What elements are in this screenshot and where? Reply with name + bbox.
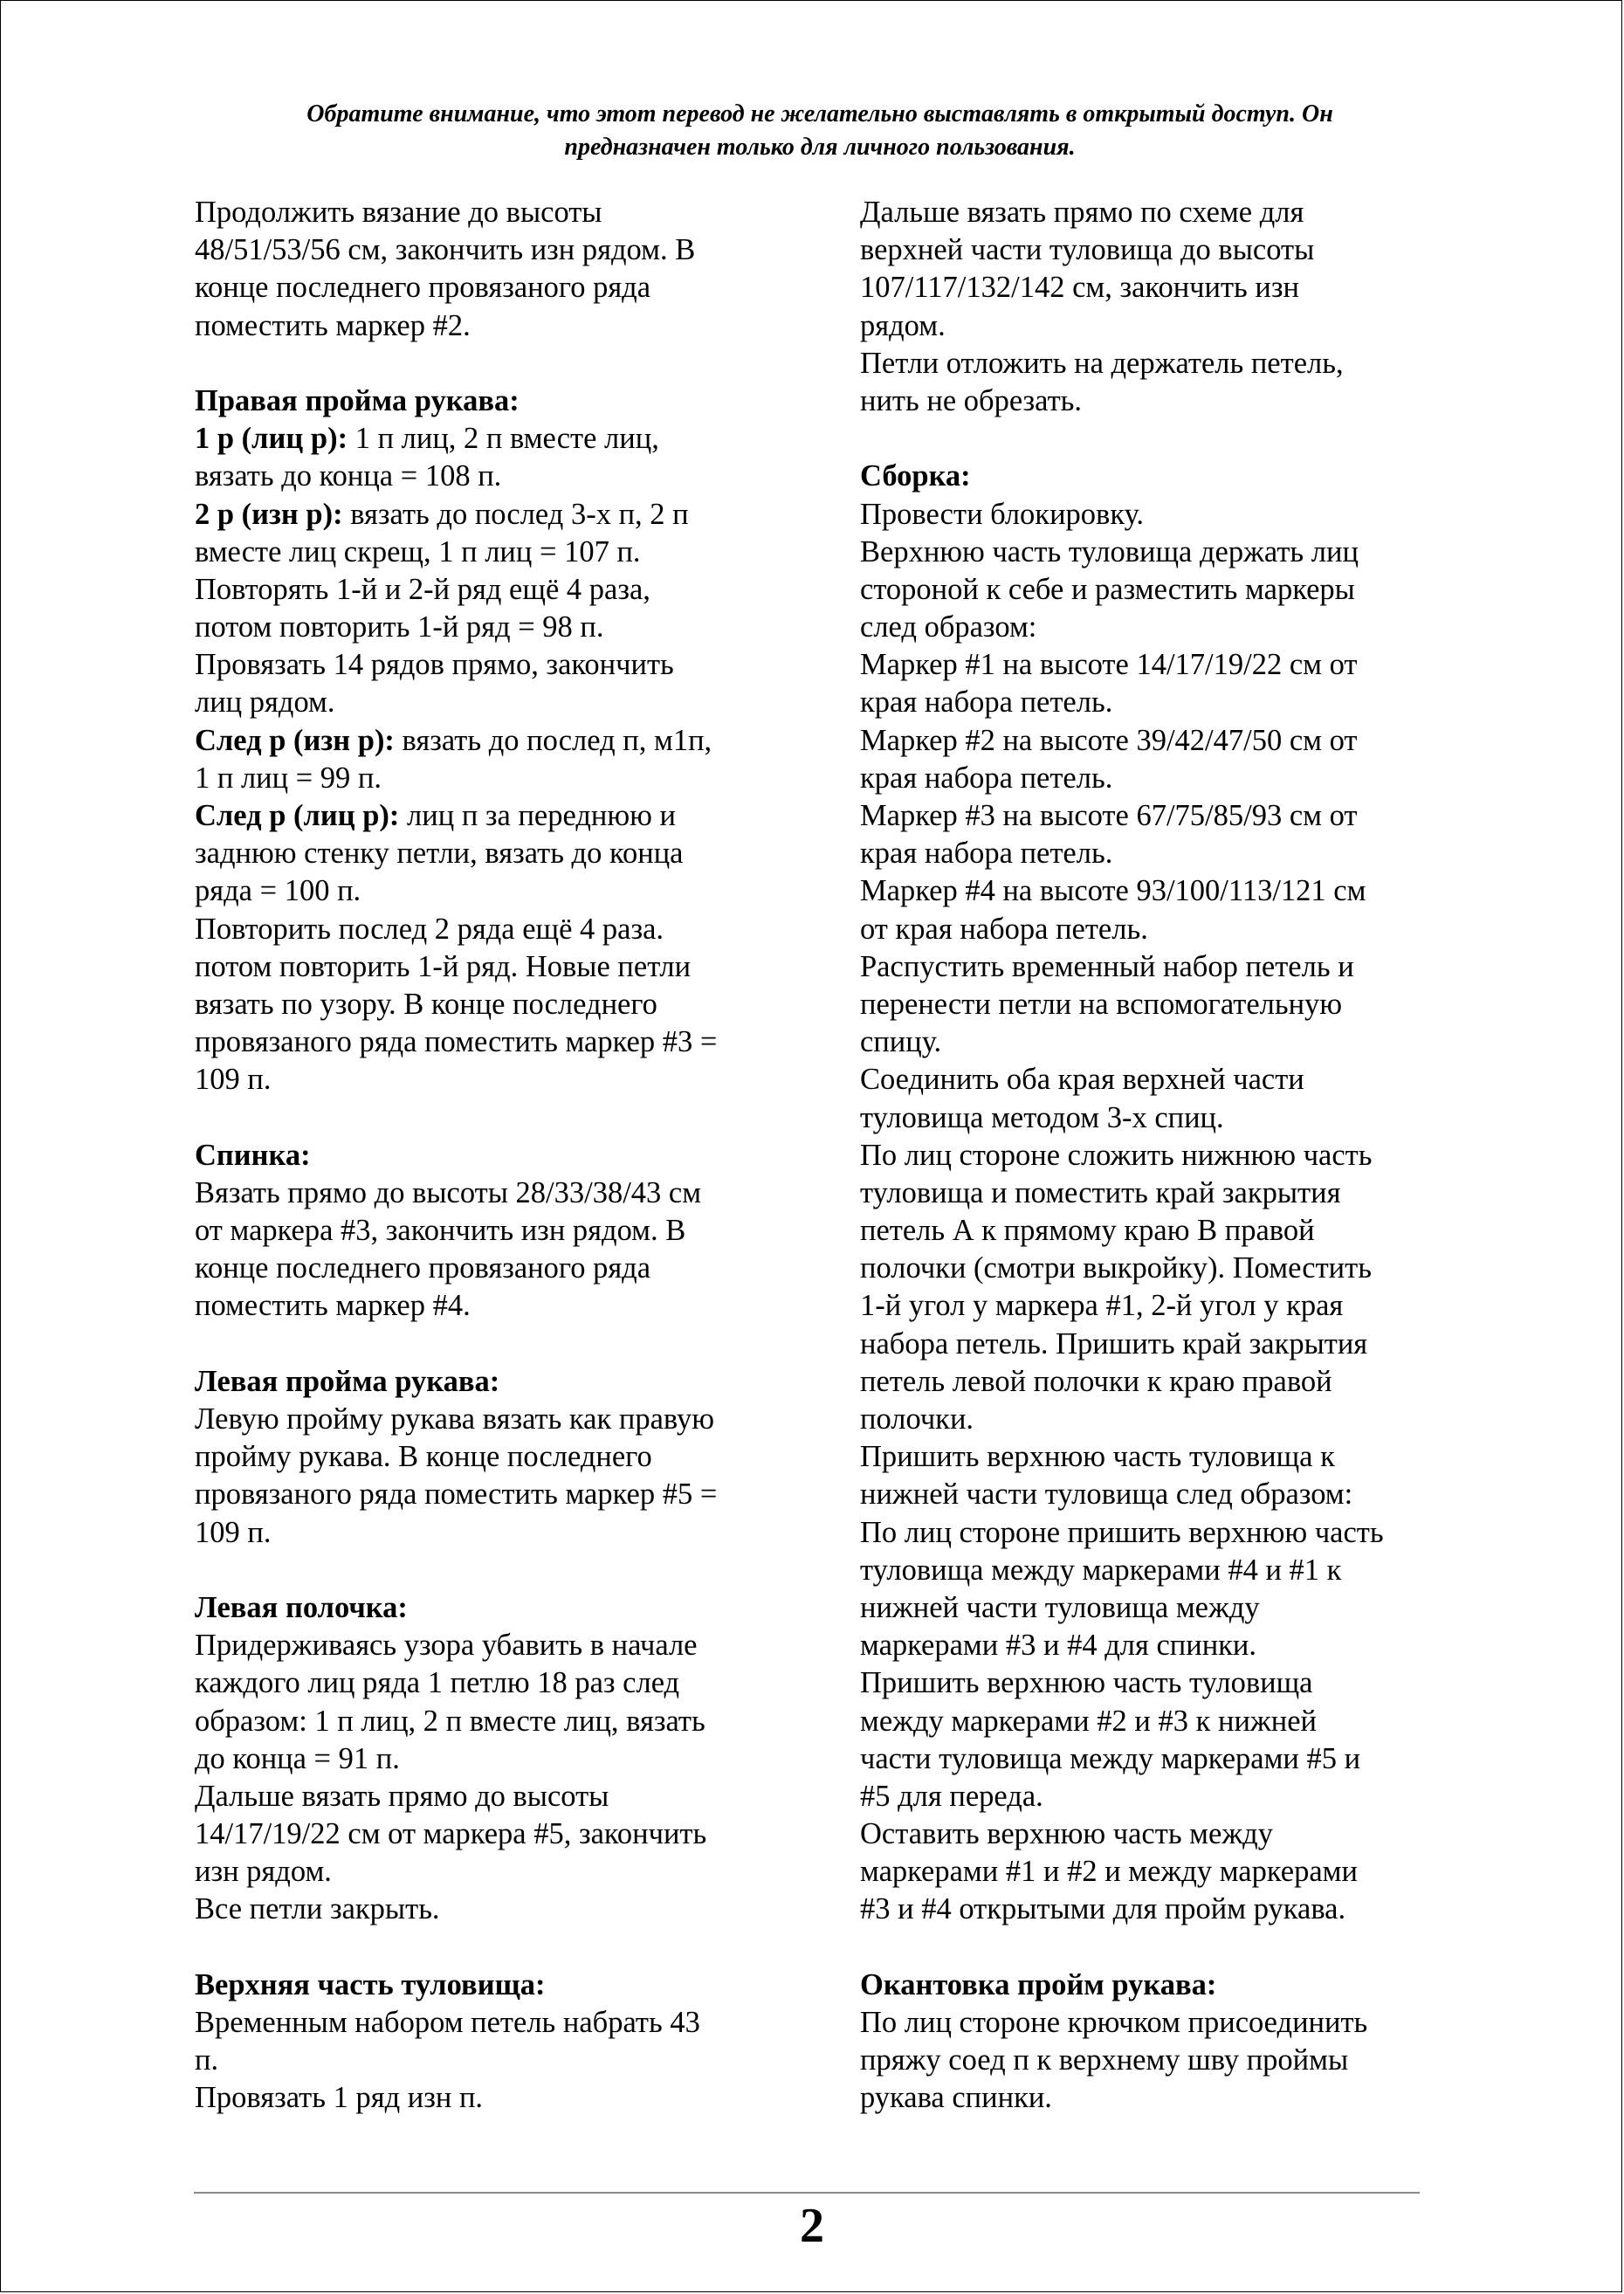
privacy-notice	[175, 98, 1465, 164]
text-line: пряжу соед п к верхнему шву проймы	[860, 2043, 1349, 2077]
text-line: вязать до конца = 108 п.	[195, 459, 502, 493]
text-line: #3 и #4 открытыми для пройм рукава.	[860, 1892, 1346, 1926]
page-number: 2	[800, 2199, 824, 2253]
text-line: Провязать 1 ряд изн п.	[195, 2081, 484, 2115]
text-line: Продолжить вязание до высоты	[195, 196, 602, 229]
text-line: каждого лиц ряда 1 петлю 18 раз след	[195, 1666, 680, 1700]
text-line: туловища методом 3-х спиц.	[860, 1100, 1224, 1134]
text-line: #5 для переда.	[860, 1779, 1043, 1813]
text-line: стороной к себе и разместить маркеры	[860, 572, 1355, 606]
row-instruction	[195, 722, 806, 760]
text-line: рядом.	[860, 308, 946, 342]
text-line: потом повторить 1-й ряд = 98 п.	[195, 610, 604, 644]
section-heading: Левая полочка:	[195, 1590, 408, 1624]
section-heading: Спинка:	[195, 1138, 311, 1172]
text-line: вязать по узору. В конце последнего	[195, 987, 657, 1021]
text-line: Повторять 1-й и 2-й ряд ещё 4 раза,	[195, 572, 650, 606]
text-line: туловища между маркерами #4 и #1 к	[860, 1553, 1342, 1587]
row-instruction	[195, 496, 806, 534]
text-line: провязаного ряда поместить маркер #3 =	[195, 1025, 718, 1059]
text-line: петель левой полочки к краю правой	[860, 1364, 1332, 1398]
text-line: края набора петель.	[860, 837, 1113, 871]
section-assembly	[860, 458, 1454, 1928]
text-line: между маркерами #2 и #3 к нижней	[860, 1704, 1317, 1738]
notice-line: предназначен только для личного пользования.	[564, 134, 1076, 161]
text-line: заднюю стенку петли, вязать до конца	[195, 837, 684, 871]
row-instruction	[195, 420, 806, 458]
text-line: Дальше вязать прямо до высоты	[195, 1779, 609, 1813]
text-line: спицу.	[860, 1025, 942, 1059]
text-line: вместе лиц скрещ, 1 п лиц = 107 п.	[195, 534, 641, 568]
text-line: нижней части туловища след образом:	[860, 1478, 1353, 1512]
text-line: 109 п.	[195, 1515, 272, 1549]
text-line: полочки.	[860, 1402, 974, 1436]
text-line: нижней части туловища между	[860, 1590, 1260, 1624]
row-label: 2 р (изн р):	[195, 497, 343, 531]
text-line: Соединить оба края верхней части	[860, 1063, 1304, 1097]
text-line: потом повторить 1-й ряд. Новые петли	[195, 949, 692, 983]
text-line: Петли отложить на держатель петель,	[860, 346, 1344, 380]
text-line: п.	[195, 2043, 219, 2077]
left-column	[195, 194, 806, 2118]
text-line: лиц рядом.	[195, 685, 335, 720]
notice-line: Обратите внимание, что этот перевод не желательно выставлять в открытый доступ. Он	[306, 100, 1333, 127]
text-line: По лиц стороне сложить нижнюю часть	[860, 1138, 1373, 1172]
intro-paragraph	[195, 194, 806, 345]
text-line: Дальше вязать прямо по схеме для	[860, 196, 1304, 229]
row-label: След р (изн р):	[195, 723, 395, 757]
text-line: маркерами #1 и #2 и между маркерами	[860, 1855, 1358, 1889]
text-line: рукава спинки.	[860, 2081, 1052, 2115]
text-line: Все петли закрыть.	[195, 1892, 440, 1926]
row-text: вязать до послед 3-х п, 2 п	[342, 497, 689, 531]
text-line: маркерами #3 и #4 для спинки.	[860, 1629, 1257, 1663]
section-heading: Правая пройма рукава:	[195, 383, 520, 417]
intro-paragraph	[860, 194, 1454, 420]
text-line: Маркер #1 на высоте 14/17/19/22 см от	[860, 648, 1358, 682]
text-line: Повторить послед 2 ряда ещё 4 раза.	[195, 912, 664, 946]
text-line: Маркер #4 на высоте 93/100/113/121 см	[860, 874, 1366, 908]
text-line: провязаного ряда поместить маркер #5 =	[195, 1478, 718, 1512]
text-line: части туловища между маркерами #5 и	[860, 1741, 1361, 1775]
row-text: 1 п лиц, 2 п вместе лиц,	[348, 422, 659, 456]
text-line: поместить маркер #2.	[195, 308, 471, 342]
section-armhole-edging	[860, 1967, 1454, 2118]
text-line: набора петель. Пришить край закрытия	[860, 1326, 1368, 1361]
text-line: Пришить верхнюю часть туловища к	[860, 1440, 1335, 1474]
section-heading: Сборка:	[860, 459, 971, 493]
text-line: от маркера #3, закончить изн рядом. В	[195, 1214, 686, 1248]
text-line: По лиц стороне крючком присоединить	[860, 2006, 1368, 2039]
text-line: 1 п лиц = 99 п.	[195, 761, 382, 795]
text-line: образом: 1 п лиц, 2 п вместе лиц, вязать	[195, 1704, 705, 1738]
row-instruction	[195, 797, 806, 835]
text-line: 1-й угол у маркера #1, 2-й угол у края	[860, 1289, 1344, 1323]
text-line: полочки (смотри выкройку). Поместить	[860, 1251, 1372, 1285]
text-line: Верхнюю часть туловища держать лиц	[860, 534, 1359, 568]
text-line: ряда = 100 п.	[195, 874, 361, 908]
text-line: конце последнего провязаного ряда	[195, 271, 651, 305]
text-line: до конца = 91 п.	[195, 1741, 400, 1775]
text-line: Придерживаясь узора убавить в начале	[195, 1629, 698, 1663]
text-line: Левую пройму рукава вязать как правую	[195, 1402, 715, 1436]
row-label: След р (лиц р):	[195, 799, 400, 832]
text-line: верхней части туловища до высоты	[860, 233, 1315, 267]
section-left-front	[195, 1589, 806, 1929]
text-line: след образом:	[860, 610, 1037, 644]
section-heading: Верхняя часть туловища:	[195, 1967, 546, 2001]
section-right-armhole	[195, 382, 806, 1099]
section-heading: Окантовка пройм рукава:	[860, 1967, 1217, 2001]
text-line: пройму рукава. В конце последнего	[195, 1440, 652, 1474]
text-line: 107/117/132/142 см, закончить изн	[860, 271, 1299, 305]
row-text: лиц п за переднюю и	[399, 799, 677, 832]
text-line: Распустить временный набор петель и	[860, 949, 1354, 983]
text-line: конце последнего провязаного ряда	[195, 1251, 651, 1285]
text-line: края набора петель.	[860, 685, 1113, 720]
text-line: Маркер #3 на высоте 67/75/85/93 см от	[860, 799, 1358, 832]
text-line: По лиц стороне пришить верхнюю часть	[860, 1515, 1384, 1549]
right-column	[860, 194, 1454, 2118]
text-line: изн рядом.	[195, 1855, 332, 1889]
text-line: от края набора петель.	[860, 912, 1148, 946]
text-line: 48/51/53/56 см, закончить изн рядом. В	[195, 233, 696, 267]
text-line: края набора петель.	[860, 761, 1113, 795]
text-line: Провести блокировку.	[860, 497, 1145, 531]
section-heading: Левая пройма рукава:	[195, 1364, 500, 1398]
text-line: перенести петли на вспомогательную	[860, 987, 1343, 1021]
text-line: петель А к прямому краю В правой	[860, 1214, 1315, 1248]
row-text: вязать до послед п, м1п,	[394, 723, 712, 757]
text-line: поместить маркер #4.	[195, 1289, 471, 1323]
text-line: Пришить верхнюю часть туловища	[860, 1666, 1313, 1700]
text-line: Оставить верхнюю часть между	[860, 1817, 1273, 1851]
text-line: Провязать 14 рядов прямо, закончить	[195, 648, 674, 682]
text-line: Маркер #2 на высоте 39/42/47/50 см от	[860, 723, 1358, 757]
row-label: 1 р (лиц р):	[195, 422, 348, 456]
section-left-armhole	[195, 1363, 806, 1552]
footer-divider	[194, 2192, 1420, 2194]
section-back	[195, 1137, 806, 1326]
text-line: 14/17/19/22 см от маркера #5, закончить	[195, 1817, 707, 1851]
text-line: туловища и поместить край закрытия	[860, 1175, 1341, 1209]
text-line: нить не обрезать.	[860, 383, 1083, 417]
section-upper-body	[195, 1967, 806, 2118]
text-line: 109 п.	[195, 1063, 272, 1097]
text-line: Временным набором петель набрать 43	[195, 2006, 700, 2039]
text-line: Вязать прямо до высоты 28/33/38/43 см	[195, 1175, 702, 1209]
